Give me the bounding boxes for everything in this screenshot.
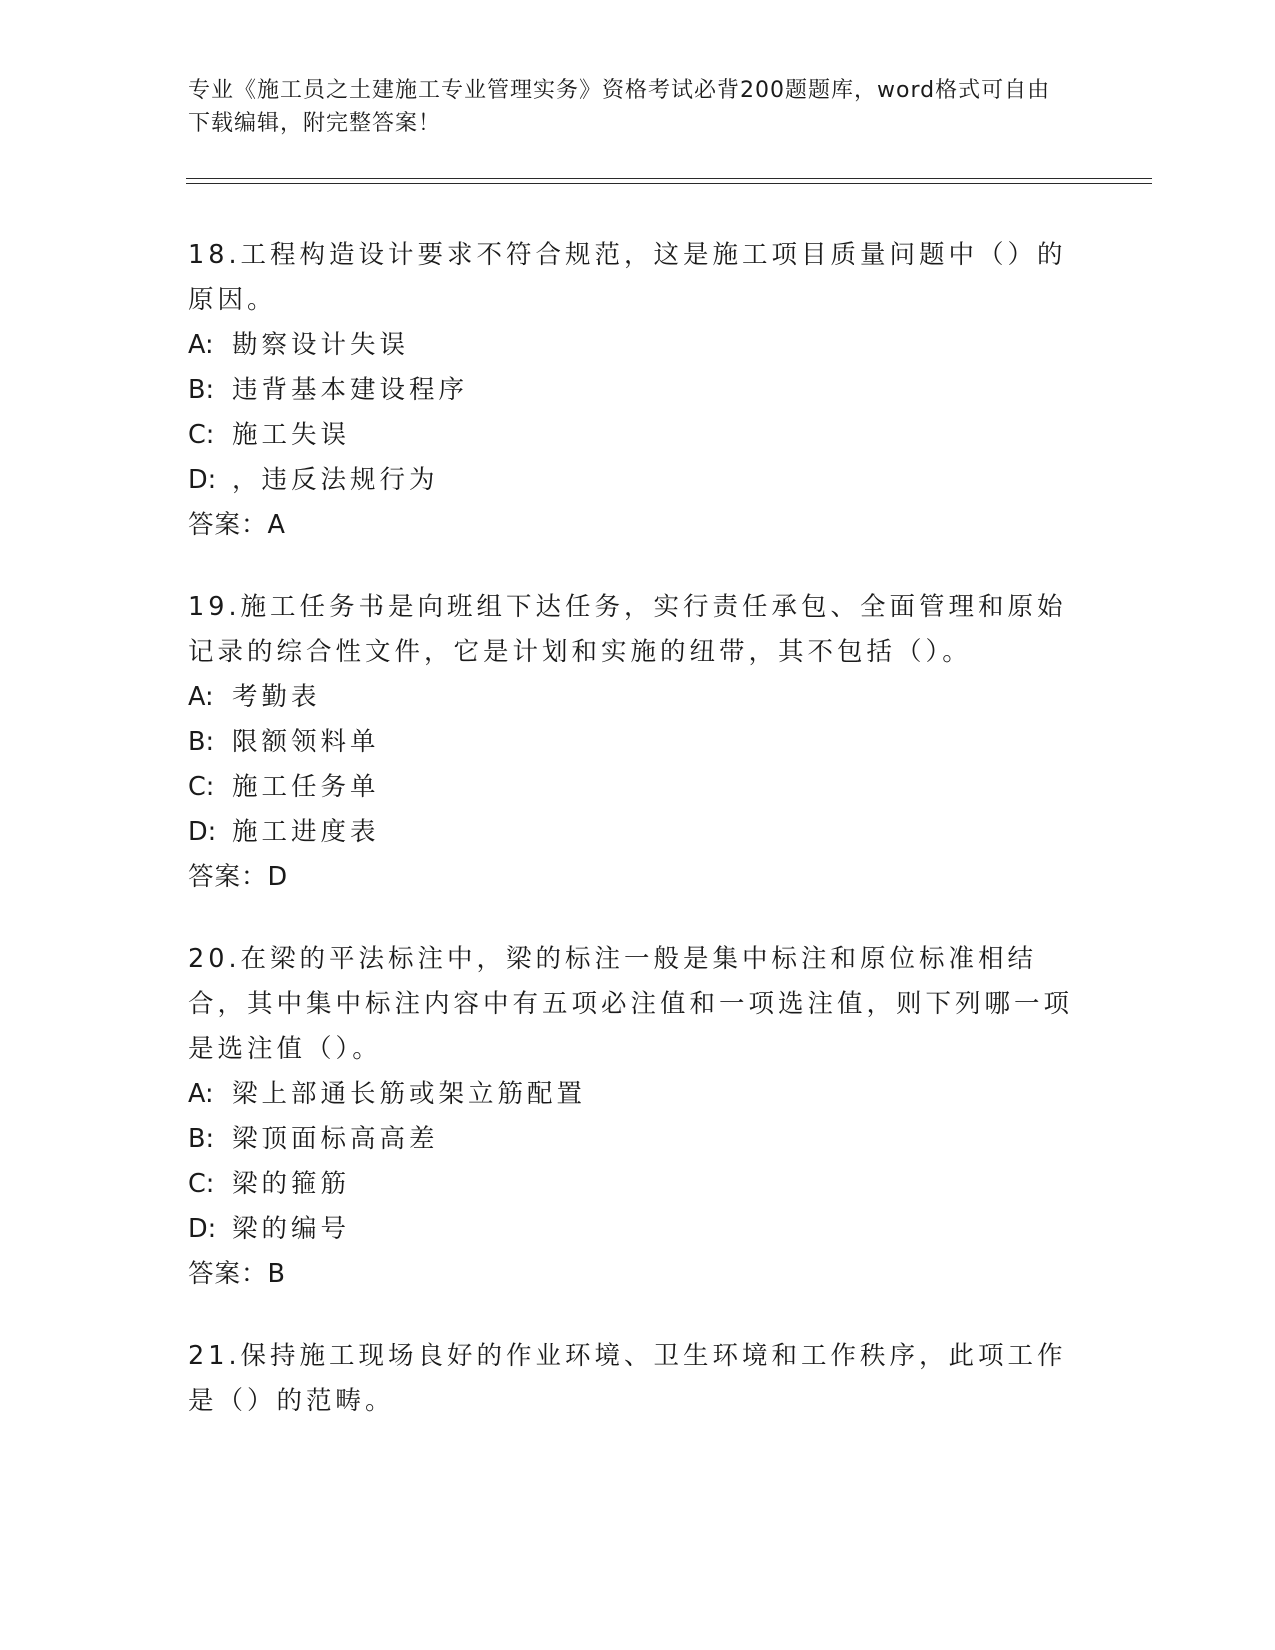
answer-line: 答案：A <box>188 510 286 540</box>
option-text: ，违反法规行为 <box>232 465 439 495</box>
option-a <box>188 1072 1078 1117</box>
option-text: 梁上部通长筋或架立筋配置 <box>232 1079 587 1109</box>
option-letter: C: <box>188 420 215 450</box>
option-c <box>188 765 1078 810</box>
option-letter: D: <box>188 1214 217 1244</box>
option-text: 限额领料单 <box>232 727 380 757</box>
option-letter: D: <box>188 465 217 495</box>
option-text: 梁顶面标高高差 <box>232 1124 439 1154</box>
question-19 <box>188 585 1078 900</box>
option-c <box>188 1162 1078 1207</box>
option-b <box>188 368 1078 413</box>
option-d <box>188 810 1078 855</box>
question-20 <box>188 937 1078 1297</box>
option-text: 勘察设计失误 <box>232 330 410 360</box>
document-intro: 专业《施工员之土建施工专业管理实务》资格考试必背200题题库，word格式可自由下载编辑，附完整答案！ <box>188 78 1051 136</box>
option-letter: A: <box>188 682 214 712</box>
question-text: 21.保持施工现场良好的作业环境、卫生环境和工作秩序，此项工作是（）的范畴。 <box>188 1341 1067 1416</box>
option-d <box>188 1207 1078 1252</box>
header-divider-bottom <box>186 183 1152 184</box>
option-c <box>188 413 1078 458</box>
option-a <box>188 323 1078 368</box>
option-d <box>188 458 1078 503</box>
option-text: 施工进度表 <box>232 817 380 847</box>
option-text: 考勤表 <box>232 682 321 712</box>
option-b <box>188 1117 1078 1162</box>
option-letter: B: <box>188 727 215 757</box>
option-a <box>188 675 1078 720</box>
answer-line: 答案：B <box>188 1259 286 1289</box>
option-letter: A: <box>188 1079 214 1109</box>
option-letter: A: <box>188 330 214 360</box>
option-text: 施工失误 <box>232 420 351 450</box>
header-divider-top <box>186 178 1152 179</box>
question-text: 19.施工任务书是向班组下达任务，实行责任承包、全面管理和原始记录的综合性文件，它是计划和实施的纽带，其不包括（）。 <box>188 592 1067 667</box>
option-letter: B: <box>188 375 215 405</box>
option-text: 梁的编号 <box>232 1214 351 1244</box>
question-21 <box>188 1334 1078 1424</box>
option-letter: B: <box>188 1124 215 1154</box>
option-text: 梁的箍筋 <box>232 1169 351 1199</box>
question-list <box>188 233 1078 1461</box>
option-letter: D: <box>188 817 217 847</box>
option-text: 施工任务单 <box>232 772 380 802</box>
option-letter: C: <box>188 772 215 802</box>
question-18 <box>188 233 1078 548</box>
option-letter: C: <box>188 1169 215 1199</box>
option-b <box>188 720 1078 765</box>
answer-line: 答案：D <box>188 862 289 892</box>
question-text: 18.工程构造设计要求不符合规范，这是施工项目质量问题中（）的原因。 <box>188 240 1067 315</box>
question-text: 20.在梁的平法标注中，梁的标注一般是集中标注和原位标准相结合，其中集中标注内容中有五项必注值和一项选注值，则下列哪一项是选注值（）。 <box>188 944 1074 1064</box>
option-text: 违背基本建设程序 <box>232 375 469 405</box>
